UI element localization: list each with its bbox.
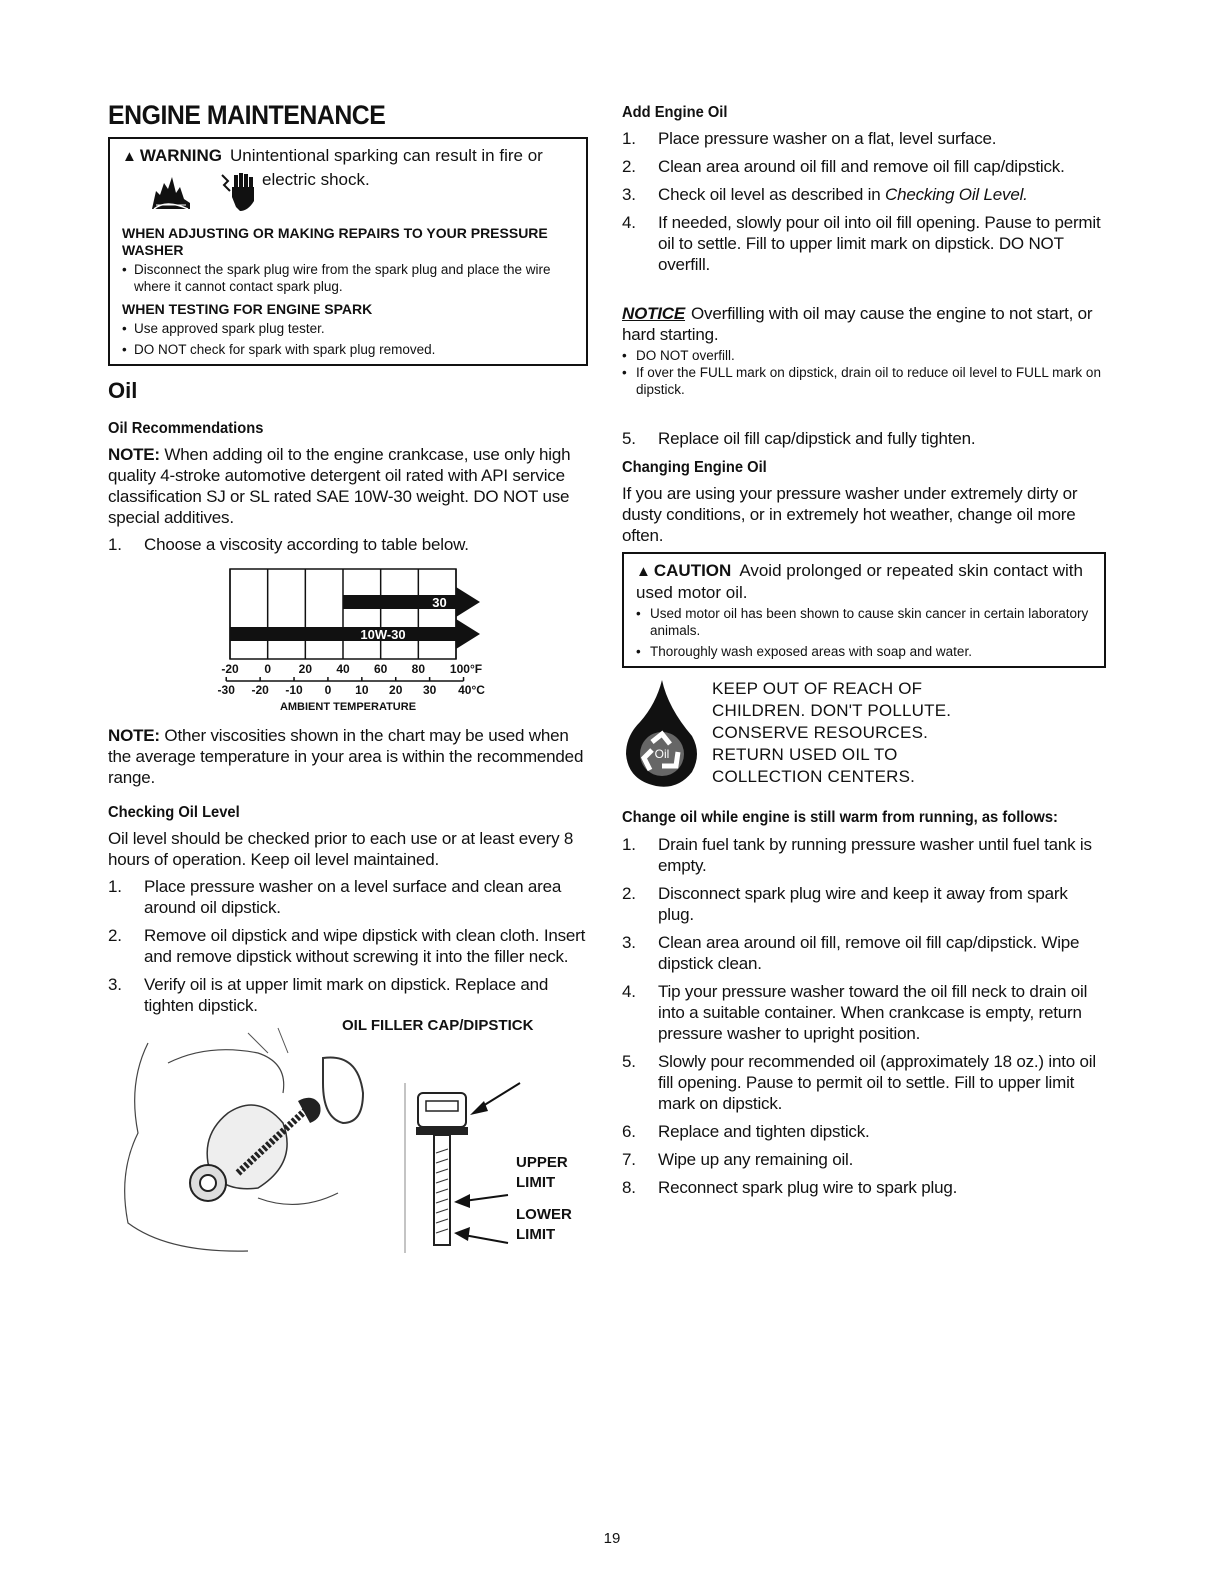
viscosity-chart-svg: [108, 567, 588, 697]
add-engine-oil-heading: Add Engine Oil: [622, 104, 728, 121]
oil-heading: Oil: [108, 378, 138, 403]
chart-bar-label: 10W-30: [360, 627, 406, 642]
list-item: 5. Slowly pour recommended oil (approximately 18 oz.) into oil fill opening. Pause to permit oil to settle. Fill to upper limit mark on dipstick.: [622, 1052, 1096, 1113]
list-item: 3. Verify oil is at upper limit mark on dipstick. Replace and tighten dipstick.: [108, 975, 549, 1015]
dipstick-diagram: [108, 1017, 588, 1263]
oil-recycle-icon: [622, 678, 702, 790]
notice-bullet: • If over the FULL mark on dipstick, drain oil to reduce oil level to FULL mark on dipstick.: [622, 364, 1106, 398]
fire-hazard-icon: [146, 169, 196, 213]
viscosity-chart: [108, 567, 588, 697]
note-text: Other viscosities shown in the chart may be used when the average temperature in your area is within the recommended range.: [108, 726, 584, 787]
caution-bullet: • Used motor oil has been shown to cause skin cancer in certain laboratory animals.: [636, 605, 1096, 639]
chart-tick-c: -10: [285, 683, 303, 697]
chart-tick-c: 30: [422, 683, 437, 697]
list-item: 2. Clean area around oil fill and remove oil fill cap/dipstick.: [622, 157, 1065, 176]
recycle-icon-text: Oil: [654, 747, 670, 761]
caution-header: [636, 560, 1096, 603]
oil-note-2: [108, 725, 588, 788]
warning-signal-word: WARNING: [139, 146, 223, 165]
list-item: 5. Replace oil fill cap/dipstick and fully tighten.: [622, 429, 976, 448]
chart-tick-f: 60: [373, 662, 388, 676]
note-text: When adding oil to the engine crankcase, use only high quality 4-stroke automotive detergent oil rated with API service classification SJ or SL rated SAE 10W-30 weight. DO NOT use special additives.: [108, 445, 571, 527]
oil-recommendations-heading: Oil Recommendations: [108, 420, 264, 437]
chart-bar-label: 30: [432, 595, 447, 610]
oil-note: [108, 444, 588, 528]
caution-box: [622, 552, 1106, 668]
warning-bullet: • Use approved spark plug tester.: [122, 320, 578, 337]
checking-intro: Oil level should be checked prior to each use or at least every 8 hours of operation. Keep oil level maintained.: [108, 829, 574, 869]
list-item: 1. Place pressure washer on a flat, level surface.: [622, 129, 997, 148]
warning-bullet: • DO NOT check for spark with spark plug removed.: [122, 341, 578, 358]
changing-intro: If you are using your pressure washer under extremely dirty or dusty conditions, or in extremely hot weather, change oil more often.: [622, 484, 1078, 545]
list-item: 3. Check oil level as described in Checking Oil Level.: [622, 185, 1028, 204]
warning-header: [122, 145, 578, 167]
changing-steps: [622, 834, 1106, 1198]
notice-word: NOTICE: [622, 304, 686, 323]
chart-bar-arrow: [456, 619, 480, 649]
chart-tick-f: 40: [336, 662, 350, 676]
list-item: 3. Clean area around oil fill, remove oil fill cap/dipstick. Wipe dipstick clean.: [622, 933, 1080, 973]
notice-text: Overfilling with oil may cause the engine to not start, or hard starting.: [622, 304, 1093, 344]
lower-limit-label: LOWER LIMIT: [516, 1206, 572, 1243]
list-item: 1. Drain fuel tank by running pressure washer until fuel tank is empty.: [622, 835, 1092, 875]
list-item: 6. Replace and tighten dipstick.: [622, 1122, 870, 1141]
chart-tick-f: 0: [264, 662, 272, 676]
chart-xlabel: AMBIENT TEMPERATURE: [279, 701, 417, 713]
list-item: 2. Disconnect spark plug wire and keep it away from spark plug.: [622, 884, 1068, 924]
list-item: 8. Reconnect spark plug wire to spark plug.: [622, 1178, 958, 1197]
list-item: 4. Tip your pressure washer toward the oil fill neck to drain oil into a suitable container. When crankcase is empty, return pressure washer to upright position.: [622, 982, 1088, 1043]
list-item: 7. Wipe up any remaining oil.: [622, 1150, 854, 1169]
caution-text: Avoid prolonged or repeated skin contact with used motor oil.: [636, 561, 1083, 602]
chart-tick-f: 20: [298, 662, 313, 676]
electric-shock-icon: [218, 169, 258, 213]
notice: [622, 303, 1106, 345]
chart-tick-f: 80: [411, 662, 426, 676]
warning-bullet: • Disconnect the spark plug wire from the spark plug and place the wire where it cannot contact spark plug.: [122, 261, 578, 295]
warning-section1-title: WHEN ADJUSTING OR MAKING REPAIRS TO YOUR PRESSURE WASHER: [122, 225, 548, 258]
list-item: 2. Remove oil dipstick and wipe dipstick with clean cloth. Insert and remove dipstick without screwing it into the filler neck.: [108, 926, 586, 966]
warning-message-line2: electric shock.: [262, 170, 370, 189]
checking-oil-level-heading: Checking Oil Level: [108, 804, 240, 821]
recycle-text: KEEP OUT OF REACH OF CHILDREN. DON'T POLLUTE. CONSERVE RESOURCES. RETURN USED OIL TO COLLECTION CENTERS.: [712, 679, 952, 786]
chart-tick-c: -30: [217, 683, 235, 697]
list-item: 4. If needed, slowly pour oil into oil fill opening. Pause to permit oil to settle. Fill to upper limit mark on dipstick. DO NOT overfill.: [622, 213, 1101, 274]
add-oil-steps: [622, 128, 1106, 275]
page-title: ENGINE MAINTENANCE: [108, 100, 386, 130]
warning-triangle-icon: ▲: [636, 563, 651, 580]
chart-tick-c: 10: [355, 683, 369, 697]
chart-tick-c: -20: [251, 683, 269, 697]
checking-steps: [108, 876, 588, 1016]
notice-bullet: • DO NOT overfill.: [622, 347, 1106, 364]
chart-bar-10W-30: [230, 627, 456, 641]
oil-filler-cap-label: OIL FILLER CAP/DIPSTICK: [342, 1017, 534, 1034]
chart-tick-c: 0: [324, 683, 332, 697]
chart-bar-arrow: [456, 587, 480, 617]
left-column: [108, 100, 588, 1263]
warning-box: [108, 137, 588, 366]
note-label: NOTE:: [108, 445, 160, 464]
chart-tick-c: 40°C: [458, 683, 485, 697]
cross-reference: Checking Oil Level.: [885, 185, 1028, 204]
note-label: NOTE:: [108, 726, 160, 745]
changing-engine-oil-heading: Changing Engine Oil: [622, 459, 767, 476]
chart-tick-f: -20: [221, 662, 239, 676]
caution-signal-word: CAUTION: [653, 561, 732, 580]
warning-section2-title: WHEN TESTING FOR ENGINE SPARK: [122, 301, 373, 317]
caution-bullet: • Thoroughly wash exposed areas with soap and water.: [636, 643, 1096, 660]
upper-limit-label: UPPER LIMIT: [516, 1154, 568, 1191]
warning-message-line1: Unintentional sparking can result in fire or: [230, 146, 543, 165]
chart-tick-c: 20: [389, 683, 403, 697]
oil-recommendation-steps: [108, 534, 588, 555]
add-oil-step5: [622, 428, 1106, 449]
list-item: 1. Place pressure washer on a level surface and clean area around oil dipstick.: [108, 877, 562, 917]
recycle-notice: [622, 678, 1106, 790]
list-item: 1. Choose a viscosity according to table below.: [108, 535, 469, 554]
page-number: 19: [603, 1530, 621, 1547]
chart-tick-f: 100°F: [449, 662, 483, 676]
right-column: [622, 100, 1106, 1205]
warning-triangle-icon: ▲: [122, 148, 137, 165]
warm-engine-heading: Change oil while engine is still warm from running, as follows:: [622, 809, 1058, 826]
